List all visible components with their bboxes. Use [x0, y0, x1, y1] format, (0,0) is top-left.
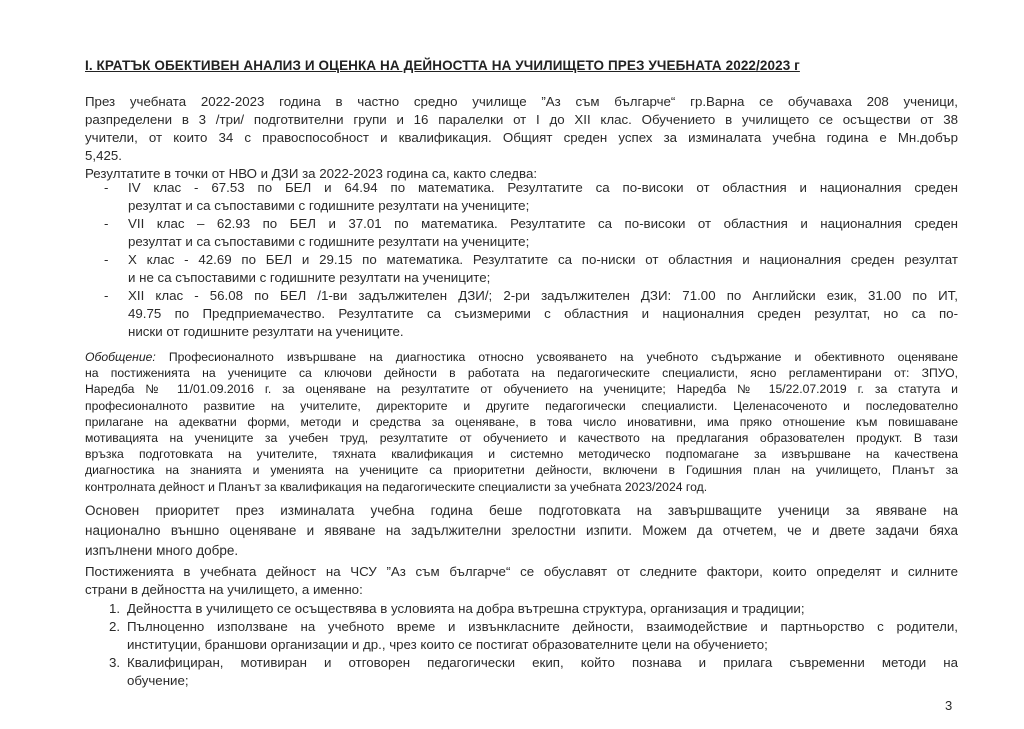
list-item: [104, 215, 958, 251]
section-heading: I. КРАТЪК ОБЕКТИВЕН АНАЛИЗ И ОЦЕНКА НА ДЕЙНОСТТА НА УЧИЛИЩЕТО ПРЕЗ УЧЕБНАТА 2022/2023 г: [85, 58, 800, 73]
list-item: [109, 618, 958, 654]
list-item: [104, 179, 958, 215]
text-line: страни в дейността на училището, а именно:: [85, 582, 363, 597]
text-line: учители, от които 34 с правоспособност и квалификация. Общият среден успех за изминалата учебна година е Мн.добър: [85, 130, 958, 145]
text-line: обучение;: [127, 673, 189, 688]
text-line: Дейността в училището се осъществява в условията на добра вътрешна структура, организация и традиции;: [127, 601, 805, 616]
achievements-paragraph: [85, 563, 958, 599]
text-line: 49.75 по Предприемачество. Резултатите са съизмерими с областния и националния среден резултат, но са по-: [128, 306, 958, 321]
results-list: [104, 179, 958, 341]
dash-bullet: -: [104, 288, 109, 303]
text-line: [85, 349, 958, 365]
list-item: [109, 600, 958, 618]
item-number: 2.: [109, 619, 121, 634]
text-line: През учебната 2022-2023 година в частно средно училище ”Аз съм българче“ гр.Варна се обучаваха 208 ученици,: [85, 94, 958, 109]
text-line: мотивацията на учениците за учебен труд, резултатите от обучението и качеството на предлагания образователен продукт. В тази: [85, 431, 958, 446]
list-item: [104, 287, 958, 341]
list-item: [109, 654, 958, 690]
text-line: Пълноценно използване на учебното време и извънкласните дейности, взаимодействие и партньорство с родители,: [127, 619, 958, 634]
priority-paragraph: [85, 501, 958, 561]
summary-label: Обобщение:: [85, 350, 156, 364]
text-line: и не са съпоставими с годишните резултати на учениците;: [128, 270, 491, 285]
text-line: VII клас – 62.93 по БЕЛ и 37.01 по математика. Резултатите са по-високи от областния и националния среден: [128, 216, 958, 231]
text-line: резултат и са съпоставими с годишните резултати на учениците;: [128, 234, 530, 249]
text-line: прилагане на адекватни форми, методи и средства за оценяване, в това число иновативни, има пряко отношение към повишаване: [85, 414, 958, 429]
text-line: национално външно оценяване и явяване на задължителни зрелостни изпити. Можем да отчетем, че и двете задачи бяха: [85, 523, 958, 538]
list-item: [104, 251, 958, 287]
text-line: институции, браншови организации и др., чрез които се постигат образователните цели на обучението;: [127, 637, 768, 652]
text-line: Наредба № 11/01.09.2016 г. за оценяване на резултатите от обучението на учениците; Наредба № 15/22.07.2019 г. за статута и: [85, 382, 958, 397]
dash-bullet: -: [104, 252, 109, 267]
text-line: Основен приоритет през изминалата учебна година беше подготовката на завършващите ученици за явяване на: [85, 503, 958, 518]
summary-paragraph: [85, 349, 958, 495]
factors-list: [109, 600, 958, 690]
text-line: изпълнени много добре.: [85, 543, 239, 558]
text-line: разпределени в 3 /три/ подготвителни групи и 16 паралелки от I до XII клас. Обучението в училището се осъществи от 38: [85, 112, 958, 127]
text-line: на постиженията на учениците са ключови дейности в работата на педагогическите специалисти, ясно регламентирани от: ЗПУО,: [85, 366, 958, 381]
text-line: Постиженията в учебната дейност на ЧСУ ”Аз съм българче“ се обуславят от следните фактори, които определят и силните: [85, 564, 958, 579]
dash-bullet: -: [104, 216, 109, 231]
text-line: контролната дейност и Планът за квалификация на педагогическите специалисти за учебната 2023/2024 год.: [85, 479, 708, 494]
text-line: ниски от годишните резултати на учениците.: [128, 324, 404, 339]
text-line: Квалифициран, мотивиран и отговорен педагогически екип, който познава и прилага съвременни методи на: [127, 655, 958, 670]
dash-bullet: -: [104, 180, 109, 195]
text-line: X клас - 42.69 по БЕЛ и 29.15 по математика. Резултатите са по-ниски от областния и националния среден резултат: [128, 252, 958, 267]
text-line: професионалното развитие на учителите, директорите и другите педагогически специалисти. Целенасоченото и последователно: [85, 398, 958, 413]
text-line: XII клас - 56.08 по БЕЛ /1-ви задължителен ДЗИ/; 2-ри задължителен ДЗИ: 71.00 по Английски език, 31.00 по ИТ,: [128, 288, 958, 303]
text-line: резултат и са съпоставими с годишните резултати на учениците;: [128, 198, 530, 213]
results-intro: Резултатите в точки от НВО и ДЗИ за 2022-2023 година са, както следва:: [85, 166, 538, 181]
text-line: IV клас - 67.53 по БЕЛ и 64.94 по математика. Резултатите са по-високи от областния и националния среден: [128, 180, 958, 195]
item-number: 1.: [109, 601, 121, 616]
text-line: връзка подготовката на учителите, тяхната квалификация и системно методическо подпомагане за извършване на качествена: [85, 447, 958, 462]
text-line: 5,425.: [85, 148, 122, 163]
item-number: 3.: [109, 655, 121, 670]
text-line: диагностика на знанията и уменията на учениците са приоритетни дейности, включени в Годишния план на училището, Планът за: [85, 463, 958, 478]
intro-paragraph: [85, 93, 958, 183]
page-number: 3: [945, 698, 953, 713]
summary-text: Професионалното извършване на диагностика относно усвояването на учебното съдържание и обективното оценяване: [168, 350, 958, 364]
